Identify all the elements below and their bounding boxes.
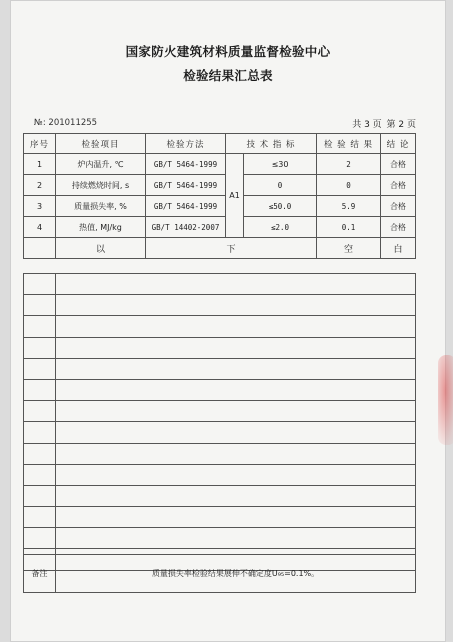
blank-cell <box>24 507 56 528</box>
blank-cell <box>24 274 56 295</box>
row-no: 2 <box>24 175 56 196</box>
remark-row <box>24 555 416 593</box>
row-method: GB/T 14402-2007 <box>146 217 226 238</box>
blank-rows <box>23 273 416 571</box>
blank-row <box>24 358 416 379</box>
blank-row <box>24 507 416 528</box>
blank-row <box>24 295 416 316</box>
blank-row <box>24 337 416 358</box>
row-item: 热值, MJ/kg <box>56 217 146 238</box>
org-title: 国家防火建筑材料质量监督检验中心 <box>125 44 331 59</box>
blank-row <box>24 422 416 443</box>
row-method: GB/T 5464-1999 <box>146 196 226 217</box>
row-item: 质量损失率, % <box>56 196 146 217</box>
blank-cell <box>56 358 416 379</box>
blank-cell <box>24 295 56 316</box>
blank-cell <box>56 274 416 295</box>
blank-cell <box>24 422 56 443</box>
blank-cell <box>24 379 56 400</box>
table-row <box>24 154 416 175</box>
table-row <box>24 217 416 238</box>
blank-cell <box>24 464 56 485</box>
row-result: 0.1 <box>317 217 381 238</box>
row-item: 炉内温升, ℃ <box>56 154 146 175</box>
blank-cell <box>24 443 56 464</box>
page-info <box>350 117 416 130</box>
page-current: 第 2 页 <box>386 120 416 130</box>
blank-row <box>24 316 416 337</box>
blank-row <box>24 379 416 400</box>
col-header-spec: 技 术 指 标 <box>226 134 317 154</box>
blank-row <box>24 528 416 549</box>
row-method: GB/T 5464-1999 <box>146 154 226 175</box>
empty-marker-4: 白 <box>381 238 416 259</box>
blank-row <box>24 274 416 295</box>
row-no: 3 <box>24 196 56 217</box>
empty-marker-1: 以 <box>56 238 146 259</box>
blank-row <box>24 485 416 506</box>
row-spec: 0 <box>244 175 317 196</box>
blank-cell <box>56 401 416 422</box>
table-row <box>24 175 416 196</box>
row-item: 持续燃烧时间, s <box>56 175 146 196</box>
remark-label: 备注 <box>24 555 56 593</box>
col-header-method: 检验方法 <box>146 134 226 154</box>
col-header-conclusion: 结 论 <box>381 134 416 154</box>
blank-cell <box>24 358 56 379</box>
blank-cell <box>24 528 56 549</box>
blank-cell <box>56 528 416 549</box>
page-total: 共 3 页 <box>352 120 382 130</box>
empty-marker-2: 下 <box>146 238 317 259</box>
table-row <box>24 196 416 217</box>
row-result: 0 <box>317 175 381 196</box>
remark-table <box>23 554 416 593</box>
blank-cell <box>24 316 56 337</box>
blank-cell <box>56 485 416 506</box>
results-table <box>23 133 416 259</box>
doc-title: 检验结果汇总表 <box>183 68 273 83</box>
row-spec: ≤2.0 <box>244 217 317 238</box>
blank-cell <box>56 337 416 358</box>
blank-row <box>24 464 416 485</box>
blank-row <box>24 401 416 422</box>
blank-cell <box>24 485 56 506</box>
blank-cell <box>24 401 56 422</box>
col-header-result: 检 验 结 果 <box>317 134 381 154</box>
row-conclusion: 合格 <box>381 154 416 175</box>
empty-marker-row <box>24 238 416 259</box>
blank-row <box>24 443 416 464</box>
row-result: 2 <box>317 154 381 175</box>
table-header-row <box>24 134 416 154</box>
row-no: 1 <box>24 154 56 175</box>
blank-cell <box>56 379 416 400</box>
row-conclusion: 合格 <box>381 175 416 196</box>
row-conclusion: 合格 <box>381 217 416 238</box>
doc-number: №: 201011255 <box>34 118 98 128</box>
blank-cell <box>56 295 416 316</box>
remark-text: 质量损失率检验结果展伸不确定度U₉₅=0.1%。 <box>56 555 416 593</box>
row-conclusion: 合格 <box>381 196 416 217</box>
blank-cell <box>24 337 56 358</box>
blank-cell <box>56 316 416 337</box>
blank-cell <box>56 443 416 464</box>
blank-cell <box>56 422 416 443</box>
row-spec: ≤50.0 <box>244 196 317 217</box>
empty-marker-3: 空 <box>317 238 381 259</box>
seal-stamp <box>438 355 453 445</box>
blank-cell <box>56 464 416 485</box>
grade-cell: A1 <box>226 154 244 238</box>
row-result: 5.9 <box>317 196 381 217</box>
blank-cell <box>56 507 416 528</box>
row-method: GB/T 5464-1999 <box>146 175 226 196</box>
col-header-item: 检验项目 <box>56 134 146 154</box>
row-spec: ≤30 <box>244 154 317 175</box>
col-header-no: 序号 <box>24 134 56 154</box>
row-no: 4 <box>24 217 56 238</box>
